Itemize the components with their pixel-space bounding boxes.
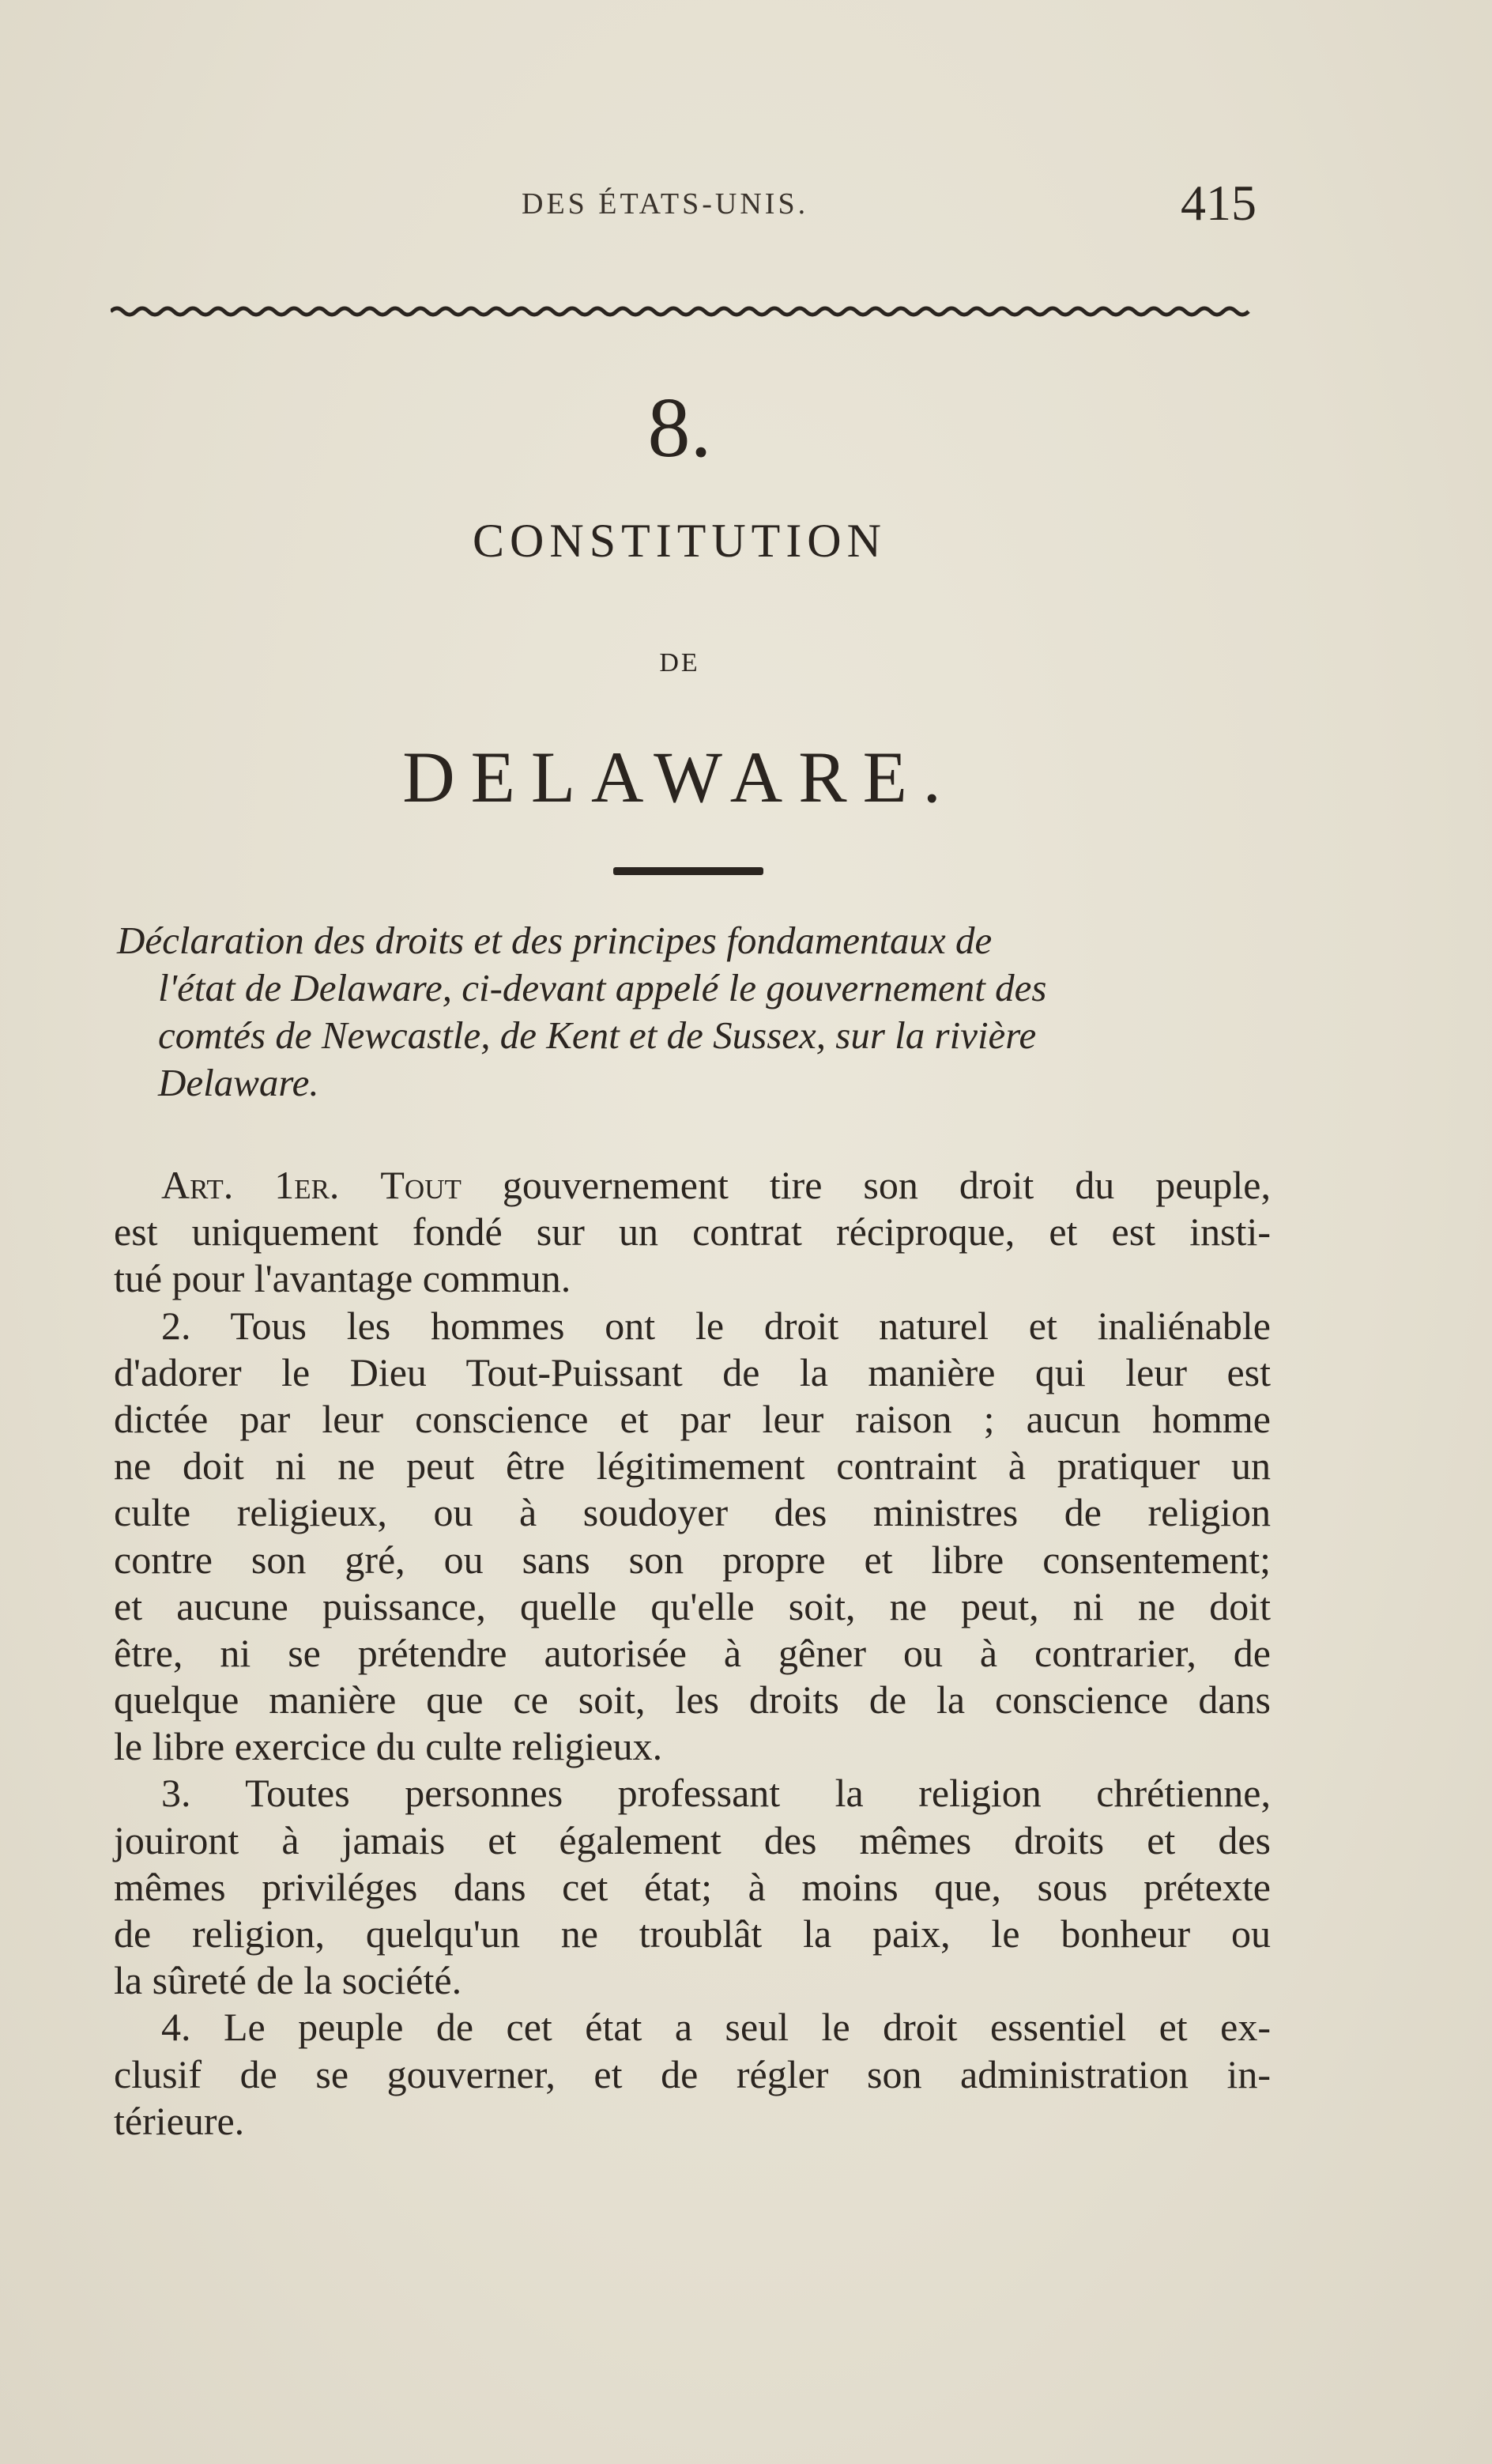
- running-head: [111, 175, 1272, 243]
- declaration: [117, 917, 1271, 1107]
- title-rule: [613, 867, 763, 875]
- article-4-line: térieure.: [114, 2098, 245, 2143]
- article-2-line: contre son gré, ou sans son propre et libre consentement;: [114, 1537, 1271, 1582]
- article-2-line: dictée par leur conscience et par leur raison ; aucun homme: [114, 1396, 1271, 1441]
- article-3-line: la sûreté de la société.: [114, 1958, 462, 2003]
- declaration-line: Delaware.: [158, 1061, 319, 1104]
- title-de: DE: [659, 648, 700, 677]
- page-number: 415: [1181, 175, 1257, 231]
- declaration-line: comtés de Newcastle, de Kent et de Sussex, sur la rivière: [158, 1013, 1037, 1057]
- article-3-line: jouiront à jamais et également des mêmes droits et des: [114, 1817, 1271, 1862]
- article-2-line: d'adorer le Dieu Tout-Puissant de la manière qui leur est: [114, 1349, 1271, 1394]
- article-2-line: ne doit ni ne peut être légitimement contraint à pratiquer un: [114, 1443, 1271, 1489]
- article-2-line: le libre exercice du culte religieux.: [114, 1724, 663, 1769]
- article-1-lead: Tout: [380, 1163, 462, 1207]
- article-2-line: être, ni se prétendre autorisée à gêner ou à contrarier, de: [114, 1630, 1271, 1675]
- article-3-line: mêmes priviléges dans cet état; à moins que, sous prétexte: [114, 1864, 1271, 1909]
- article-2-line: 2. Tous les hommes ont le droit naturel et inaliénable: [161, 1303, 1271, 1348]
- declaration-line: Déclaration des droits et des principes fondamentaux de: [117, 919, 993, 962]
- declaration-line: l'état de Delaware, ci-devant appelé le gouvernement des: [158, 966, 1047, 1009]
- articles-body: [114, 1162, 1271, 2145]
- article-1-label: Art. 1er.: [161, 1163, 340, 1207]
- title-constitution: CONSTITUTION: [473, 515, 887, 567]
- ornament-rule: [111, 304, 1257, 323]
- article-1-text: gouvernement tire son droit du peuple,: [461, 1163, 1271, 1207]
- article-2-line: culte religieux, ou à soudoyer des ministres de religion: [114, 1490, 1271, 1535]
- title-delaware: DELAWARE.: [402, 737, 957, 817]
- article-4-line: 4. Le peuple de cet état a seul le droit essentiel et ex-: [161, 2005, 1271, 2050]
- article-1-line: est uniquement fondé sur un contrat réciproque, et est insti-: [114, 1209, 1271, 1255]
- article-1-line: [114, 1162, 1271, 1209]
- article-3-line: de religion, quelqu'un ne troublât la paix, le bonheur ou: [114, 1911, 1271, 1956]
- article-2-line: quelque manière que ce soit, les droits de la conscience dans: [114, 1677, 1271, 1723]
- article-4-line: clusif de se gouverner, et de régler son administration in-: [114, 2051, 1271, 2096]
- running-title: DES ÉTATS-UNIS.: [522, 187, 809, 221]
- article-1-line: tué pour l'avantage commun.: [114, 1256, 571, 1301]
- article-2-line: et aucune puissance, quelle qu'elle soit, ne peut, ni ne doit: [114, 1583, 1271, 1628]
- section-number: 8.: [647, 381, 712, 475]
- article-3-line: 3. Toutes personnes professant la religion chrétienne,: [161, 1771, 1271, 1816]
